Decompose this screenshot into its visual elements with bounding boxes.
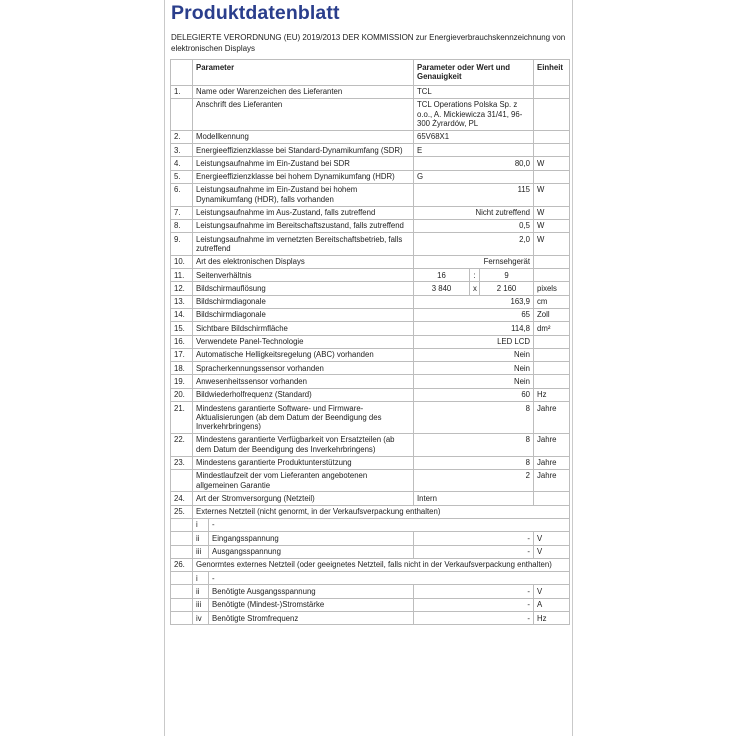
row-number: 21. [171,402,193,434]
row-label: Ausgangsspannung [209,545,414,558]
resolution-vertical: 2 160 [480,282,534,295]
row-unit [534,335,570,348]
row-label: Spracherkennungssensor vorhanden [193,362,414,375]
row-value: - [414,598,534,611]
regulation-subtitle: DELEGIERTE VERORDNUNG (EU) 2019/2013 DER KOMMISSION zur Energieverbrauchskennzeichnung von elektronischen Displays [171,33,566,53]
table-row [171,206,570,219]
row-number: 6. [171,183,193,206]
row-number: 14. [171,308,193,321]
row-value: 8 [414,433,534,456]
row-number: 12. [171,282,193,295]
table-row [171,348,570,361]
row-label: Externes Netzteil (nicht genormt, in der Verkaufsverpackung enthalten) [193,505,570,518]
sub-index: iv [193,612,209,625]
table-row [171,402,570,434]
row-label: Eingangsspannung [209,532,414,545]
row-value: 8 [414,402,534,434]
row-value: 114,8 [414,322,534,335]
row-value: 65 [414,308,534,321]
row-value: 60 [414,388,534,401]
row-value: - [414,585,534,598]
table-row [171,456,570,469]
resolution-separator: x [470,282,480,295]
row-value: 0,5 [414,219,534,232]
row-number [171,612,193,625]
row-number [171,598,193,611]
row-label: Anwesenheitssensor vorhanden [193,375,414,388]
row-number [171,532,193,545]
row-value: 2,0 [414,233,534,256]
row-unit: V [534,585,570,598]
row-number: 23. [171,456,193,469]
row-unit: V [534,532,570,545]
sub-index: iii [193,598,209,611]
table-row [171,545,570,558]
row-value: - [414,545,534,558]
row-number: 8. [171,219,193,232]
sub-index: i [193,518,209,531]
table-row [171,269,570,282]
table-row [171,388,570,401]
table-row [171,98,570,130]
row-number: 22. [171,433,193,456]
row-value: E [414,144,534,157]
row-number: 4. [171,157,193,170]
row-number: 17. [171,348,193,361]
ratio-width: 16 [414,269,470,282]
row-value: TCL [414,85,534,98]
row-number: 25. [171,505,193,518]
row-unit [534,269,570,282]
table-row [171,308,570,321]
row-label: Energieeffizienzklasse bei hohem Dynamikumfang (HDR) [193,170,414,183]
row-label: Leistungsaufnahme im Ein-Zustand bei hohem Dynamikumfang (HDR), falls vorhanden [193,183,414,206]
row-label: Verwendete Panel-Technologie [193,335,414,348]
sub-index: ii [193,532,209,545]
row-label: Energieeffizienzklasse bei Standard-Dynamikumfang (SDR) [193,144,414,157]
row-unit: cm [534,295,570,308]
row-unit [534,170,570,183]
row-number: 7. [171,206,193,219]
table-row [171,157,570,170]
sub-index: ii [193,585,209,598]
row-unit: dm² [534,322,570,335]
row-unit: W [534,233,570,256]
row-unit: W [534,206,570,219]
row-label: Sichtbare Bildschirmfläche [193,322,414,335]
row-unit [534,375,570,388]
product-data-sheet [164,0,573,736]
table-row [171,558,570,571]
row-label: Benötigte (Mindest-)Stromstärke [209,598,414,611]
row-label: Leistungsaufnahme im Ein-Zustand bei SDR [193,157,414,170]
row-label: Benötigte Ausgangsspannung [209,585,414,598]
row-label: - [209,572,570,585]
row-number: 3. [171,144,193,157]
row-unit: W [534,183,570,206]
table-row [171,532,570,545]
row-label: Genormtes externes Netzteil (oder geeignetes Netzteil, falls nicht in der Verkaufsverpackung enthalten) [193,558,570,571]
row-number [171,98,193,130]
row-number [171,518,193,531]
row-value: Nein [414,348,534,361]
table-row [171,505,570,518]
row-label: Automatische Helligkeitsregelung (ABC) vorhanden [193,348,414,361]
table-row [171,183,570,206]
row-value: Intern [414,492,534,505]
ratio-separator: : [470,269,480,282]
table-row [171,322,570,335]
table-row [171,612,570,625]
row-unit: Jahre [534,433,570,456]
row-number [171,545,193,558]
table-row [171,233,570,256]
row-label: Art des elektronischen Displays [193,255,414,268]
row-value: Nicht zutreffend [414,206,534,219]
row-number: 20. [171,388,193,401]
row-unit [534,98,570,130]
row-value: G [414,170,534,183]
row-label: Benötigte Stromfrequenz [209,612,414,625]
table-row [171,492,570,505]
table-row [171,335,570,348]
row-number: 26. [171,558,193,571]
row-number: 5. [171,170,193,183]
row-unit: Jahre [534,456,570,469]
row-value: 80,0 [414,157,534,170]
row-unit: W [534,219,570,232]
row-number [171,572,193,585]
row-unit [534,144,570,157]
row-value: 65V68X1 [414,130,534,143]
row-number: 2. [171,130,193,143]
row-unit: Jahre [534,469,570,492]
row-value: 115 [414,183,534,206]
row-unit: pixels [534,282,570,295]
row-label: Leistungsaufnahme im Aus-Zustand, falls zutreffend [193,206,414,219]
table-header-row [171,60,570,86]
table-row [171,572,570,585]
sub-index: i [193,572,209,585]
row-value: Nein [414,362,534,375]
row-unit [534,492,570,505]
row-unit: Zoll [534,308,570,321]
row-unit [534,348,570,361]
row-number: 16. [171,335,193,348]
row-value: Fernsehgerät [414,255,534,268]
row-number [171,585,193,598]
table-row [171,255,570,268]
row-value: TCL Operations Polska Sp. z o.o., A. Mickiewicza 31/41, 96-300 Żyrardów, PL [414,98,534,130]
table-row [171,433,570,456]
ratio-height: 9 [480,269,534,282]
row-value: Nein [414,375,534,388]
row-label: Mindestens garantierte Verfügbarkeit von Ersatzteilen (ab dem Datum der Beendigung des Inverkehrbringens) [193,433,414,456]
header-unit: Einheit [534,60,570,86]
row-number: 15. [171,322,193,335]
table-row [171,282,570,295]
sub-index: iii [193,545,209,558]
row-value: 2 [414,469,534,492]
row-number: 9. [171,233,193,256]
row-label: Bildwiederholfrequenz (Standard) [193,388,414,401]
row-label: Mindestens garantierte Software- und Firmware-Aktualisierungen (ab dem Datum der Beendigung des Inverkehrbringens) [193,402,414,434]
row-label: Mindestens garantierte Produktunterstützung [193,456,414,469]
row-unit: W [534,157,570,170]
row-number [171,469,193,492]
row-label: Mindestlaufzeit der vom Lieferanten angebotenen allgemeinen Garantie [193,469,414,492]
row-label: Bildschirmauflösung [193,282,414,295]
table-row [171,362,570,375]
row-value: - [414,532,534,545]
row-label: Art der Stromversorgung (Netzteil) [193,492,414,505]
table-row [171,518,570,531]
table-row [171,144,570,157]
table-row [171,85,570,98]
table-row [171,469,570,492]
row-label: Bildschirmdiagonale [193,308,414,321]
row-label: Bildschirmdiagonale [193,295,414,308]
row-number: 24. [171,492,193,505]
row-unit: Hz [534,612,570,625]
row-unit: V [534,545,570,558]
row-label: Seitenverhältnis [193,269,414,282]
row-value: 8 [414,456,534,469]
row-unit: Jahre [534,402,570,434]
row-unit [534,85,570,98]
header-value: Parameter oder Wert und Genauigkeit [414,60,534,86]
row-value: - [414,612,534,625]
product-data-table [170,59,570,625]
table-row [171,130,570,143]
row-unit: Hz [534,388,570,401]
row-number: 19. [171,375,193,388]
row-value: LED LCD [414,335,534,348]
header-parameter: Parameter [193,60,414,86]
row-label: - [209,518,570,531]
table-row [171,598,570,611]
row-label: Name oder Warenzeichen des Lieferanten [193,85,414,98]
row-number: 11. [171,269,193,282]
row-unit [534,255,570,268]
table-row [171,170,570,183]
row-label: Modellkennung [193,130,414,143]
row-unit [534,362,570,375]
table-row [171,585,570,598]
table-row [171,295,570,308]
header-num-cell [171,60,193,86]
row-number: 1. [171,85,193,98]
table-row [171,219,570,232]
row-label: Anschrift des Lieferanten [193,98,414,130]
row-unit [534,130,570,143]
row-label: Leistungsaufnahme im vernetzten Bereitschaftsbetrieb, falls zutreffend [193,233,414,256]
row-number: 13. [171,295,193,308]
resolution-horizontal: 3 840 [414,282,470,295]
row-label: Leistungsaufnahme im Bereitschaftszustand, falls zutreffend [193,219,414,232]
table-row [171,375,570,388]
row-number: 10. [171,255,193,268]
row-value: 163,9 [414,295,534,308]
page-title: Produktdatenblatt [171,2,340,24]
row-unit: A [534,598,570,611]
row-number: 18. [171,362,193,375]
